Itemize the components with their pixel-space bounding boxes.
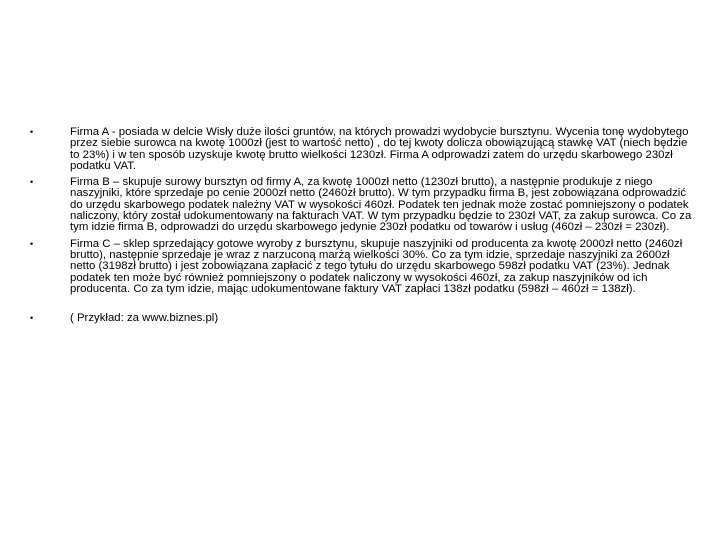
source-note: ( Przykład: za www.biznes.pl) — [70, 312, 219, 325]
bullet-text: Firma A - posiada w delcie Wisły duże ilości gruntów, na których prowadzi wydobycie bursztynu. Wycenia tonę wydobytego przez siebie surowca na kwotę 1000zł (jest to wartość netto) , do tej kwoty dolicza obowiązującą stawkę VAT (niech będzie to 23%) i w ten sposób uzyskuje kwotę brutto wielkości 1230zł. Firma A odprowadzi zatem do urzędu skarbowego 230zł podatku VAT. — [70, 126, 689, 172]
bullet-item-firma-c — [30, 239, 692, 295]
bullet-list — [30, 127, 692, 329]
bullet-item-firma-b — [30, 177, 692, 233]
bullet-item-firma-a — [30, 127, 692, 172]
bullet-text: Firma B – skupuje surowy bursztyn od firmy A, za kwotę 1000zł netto (1230zł brutto), a następnie produkuje z niego naszyjniki, które sprzedaje po cenie 2000zł netto (2460zł brutto). W tym przypadku firma B, jest zobowiązana odprowadzić do urzędu skarbowego podatek należny VAT w wysokości 460zł. Podatek ten jednak może zostać pomniejszony o podatek naliczony, który został udokumentowany na fakturach VAT. W tym przypadku będzie to 230zł VAT, za zakup surowca. Co za tym idzie firma B, odprowadzi do urzędu skarbowego jedynie 230zł podatku od towarów i usług (460zł – 230zł = 230zł). — [70, 176, 692, 234]
bullet-icon: • — [30, 238, 34, 249]
bullet-item-source — [30, 313, 692, 324]
bullet-text: Firma C – sklep sprzedający gotowe wyroby z bursztynu, skupuje naszyjniki od producenta za kwotę 2000zł netto (2460zł brutto), następnie sprzedaje je wraz z narzuconą marżą wielkości 30%. Co za tym idzie, sprzedaje naszyjniki za 2600zł netto (3198zł brutto) i jest zobowiązana zapłacić z tego tytułu do urzędu skarbowego 598zł podatku VAT (23%). Jednak podatek ten może być również pomniejszony o podatek naliczony w wysokości 460zł, za zakup naszyjników od ich producenta. Co za tym idzie, mając udokumentowane faktury VAT zapłaci 138zł podatku (598zł – 460zł = 138zł). — [70, 237, 683, 295]
bullet-icon: • — [30, 127, 34, 137]
bullet-icon: • — [30, 177, 34, 188]
bullet-icon: • — [30, 313, 34, 324]
